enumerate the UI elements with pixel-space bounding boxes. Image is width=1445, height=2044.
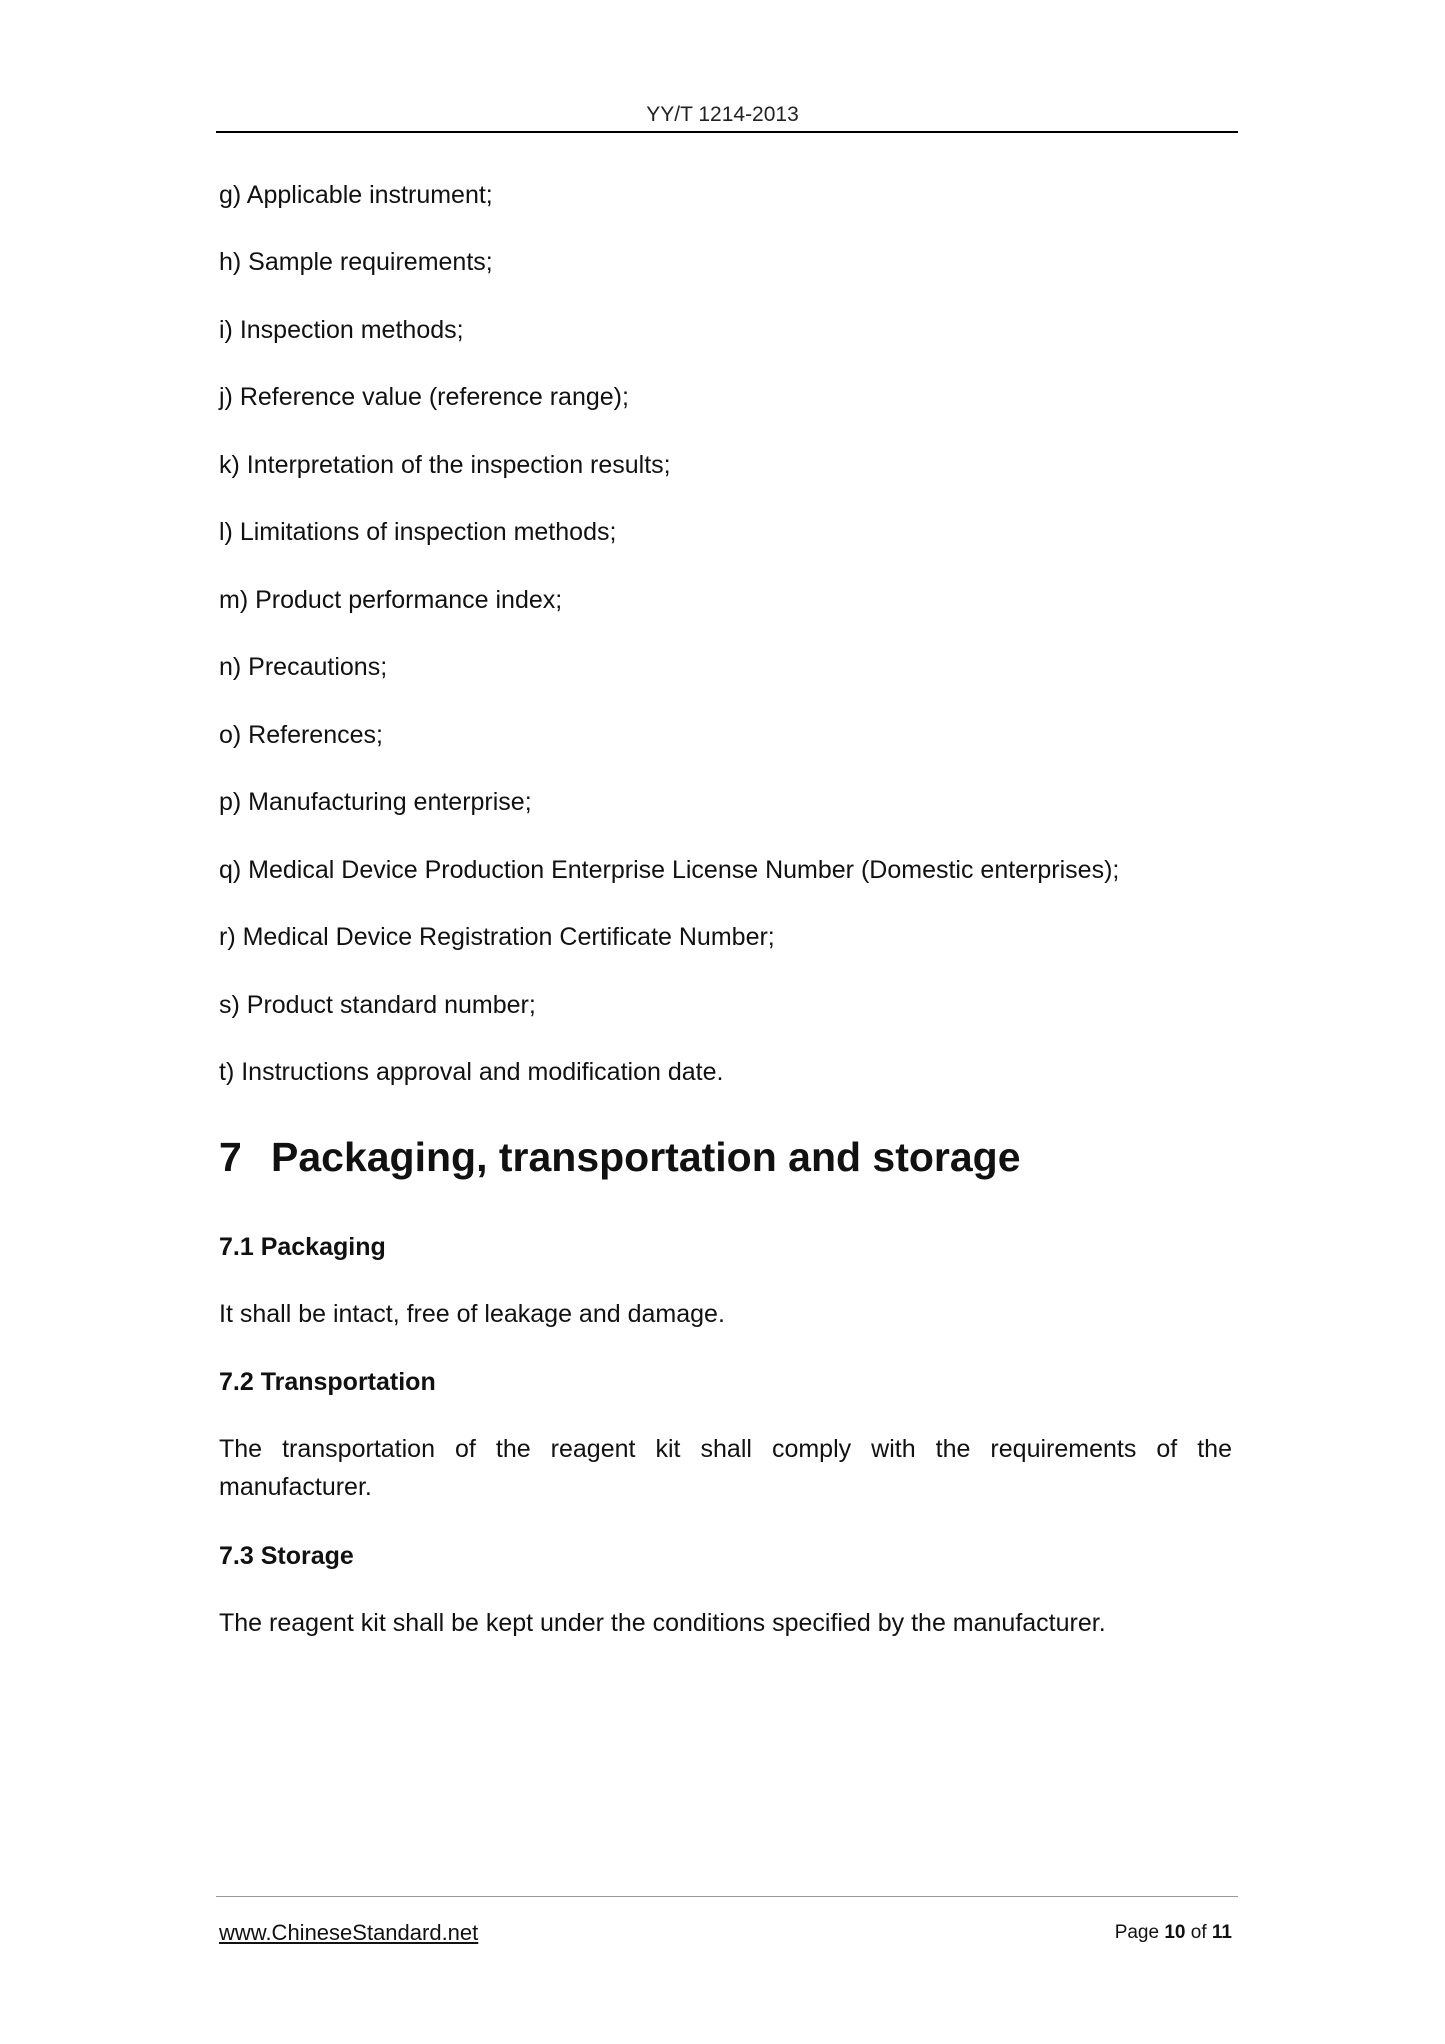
storage-paragraph: The reagent kit shall be kept under the conditions specified by the manufacturer. (219, 1609, 1106, 1637)
list-item: h) Sample requirements; (219, 248, 493, 276)
subsection-heading-packaging: 7.1 Packaging (219, 1233, 386, 1261)
page-total: 11 (1211, 1922, 1232, 1943)
website-link[interactable]: www.ChineseStandard.net (219, 1920, 479, 1945)
list-item: t) Instructions approval and modification date. (219, 1058, 724, 1086)
header-divider (216, 131, 1238, 133)
document-code: YY/T 1214-2013 (646, 103, 799, 126)
section-heading (219, 1133, 1021, 1181)
list-item: g) Applicable instrument; (219, 181, 493, 209)
list-item: l) Limitations of inspection methods; (219, 518, 617, 546)
page-current: 10 (1164, 1922, 1186, 1943)
list-item: s) Product standard number; (219, 991, 536, 1019)
list-item: r) Medical Device Registration Certificate Number; (219, 923, 775, 951)
list-item: o) References; (219, 721, 383, 749)
list-item: q) Medical Device Production Enterprise License Number (Domestic enterprises); (219, 856, 1120, 884)
list-item: k) Interpretation of the inspection results; (219, 451, 671, 479)
page-prefix: Page (1114, 1922, 1160, 1943)
section-number: 7 (219, 1134, 242, 1180)
transportation-paragraph: The transportation of the reagent kit shall comply with the requirements of the manufacturer. (219, 1435, 1232, 1501)
list-item: i) Inspection methods; (219, 316, 464, 344)
list-item: m) Product performance index; (219, 586, 563, 614)
list-item: j) Reference value (reference range); (219, 383, 629, 411)
list-item: n) Precautions; (219, 653, 388, 681)
packaging-paragraph: It shall be intact, free of leakage and damage. (219, 1300, 725, 1328)
list-item: p) Manufacturing enterprise; (219, 788, 532, 816)
subsection-heading-transportation: 7.2 Transportation (219, 1368, 436, 1396)
page-of: of (1190, 1922, 1207, 1943)
page-number (1115, 1922, 1232, 1944)
subsection-heading-storage: 7.3 Storage (219, 1542, 354, 1570)
footer-divider (216, 1896, 1238, 1897)
section-title: Packaging, transportation and storage (271, 1134, 1021, 1180)
